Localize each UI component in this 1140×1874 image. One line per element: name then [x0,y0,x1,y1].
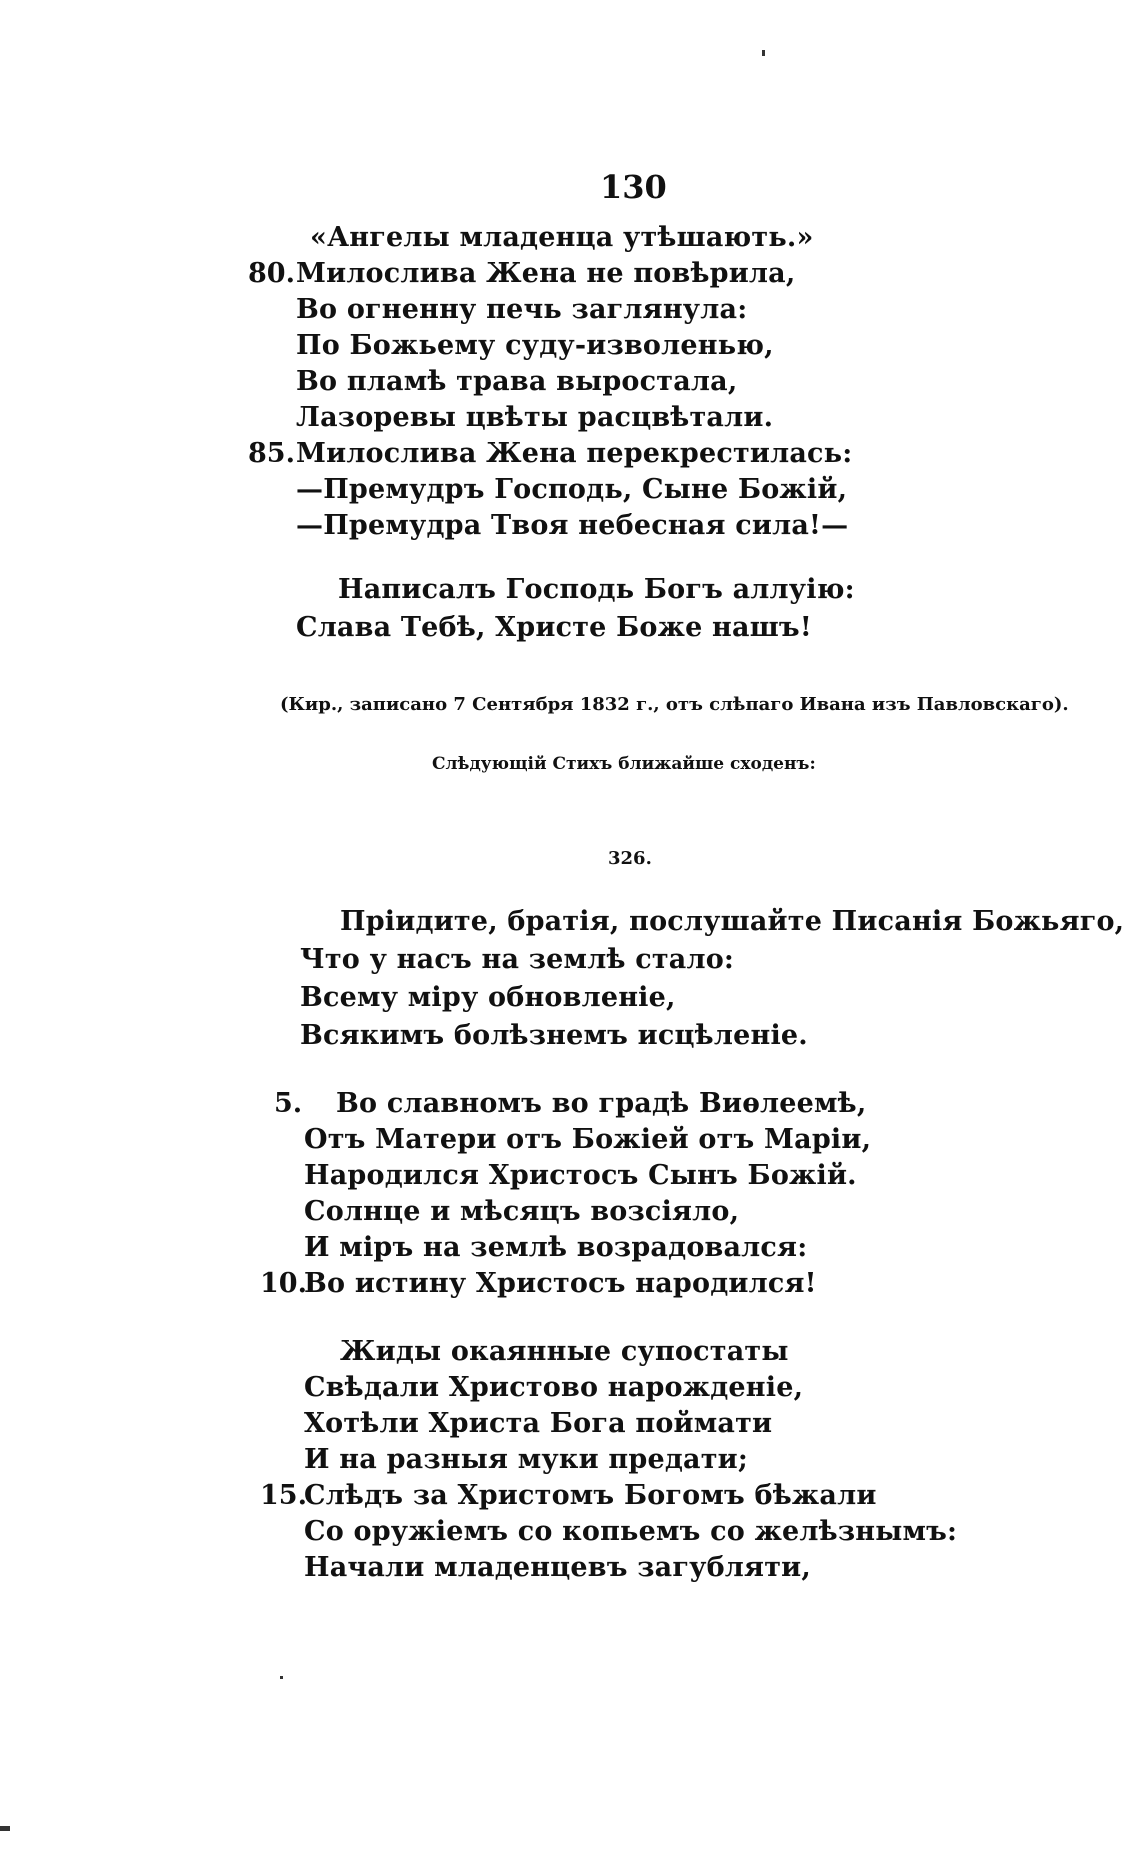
verse-line: Свѣдали Христово нарожденіе, [304,1372,804,1403]
line-number: 85. [248,438,295,469]
scan-speck [762,50,765,56]
verse-line: Во пламѣ трава выростала, [296,366,738,397]
verse-line: Во огненну печь заглянула: [296,294,748,325]
line-number: 80. [248,258,295,289]
line-number: 10. [260,1268,307,1299]
verse-line: Слѣдъ за Христомъ Богомъ бѣжали [304,1480,877,1511]
verse-number: 326. [608,848,652,869]
verse-line: Отъ Матери отъ Божіей отъ Маріи, [304,1124,872,1155]
verse-line: И міръ на землѣ возрадовался: [304,1232,808,1263]
verse-line: Всему міру обновленіе, [300,982,676,1013]
verse-line: Что у насъ на землѣ стало: [300,944,735,975]
verse-line: «Ангелы младенца утѣшають.» [310,222,814,253]
verse-line: Милослива Жена не повѣрила, [296,258,796,289]
verse-line: Лазоревы цвѣты расцвѣтали. [296,402,774,433]
verse-line: Начали младенцевъ загубляти, [304,1552,811,1583]
page-number: 130 [600,168,667,206]
scan-speck [280,1676,283,1679]
verse-line: —Премудръ Господь, Сыне Божій, [296,474,848,505]
verse-line: Со оружіемъ со копьемъ со желѣзнымъ: [304,1516,958,1547]
verse-line: И на разныя муки предати; [304,1444,749,1475]
verse-line: По Божьему суду-изволенью, [296,330,774,361]
scan-speck [0,1826,10,1831]
similar-verse-heading: Слѣдующій Стихъ ближайше сходенъ: [432,754,816,774]
verse-line: Народился Христосъ Сынъ Божій. [304,1160,857,1191]
verse-line: Во истину Христосъ народился! [304,1268,817,1299]
line-number: 15. [260,1480,307,1511]
verse-line: Хотѣли Христа Бога поймати [304,1408,773,1439]
verse-line: Солнце и мѣсяцъ возсіяло, [304,1196,740,1227]
verse-line: Милослива Жена перекрестилась: [296,438,853,469]
line-number: 5. [274,1088,303,1119]
verse-line: Во славномъ во градѣ Виѳлеемѣ, [336,1088,867,1119]
source-note: (Кир., записано 7 Сентября 1832 г., отъ слѣпаго Ивана изъ Павловскаго). [280,694,1069,715]
verse-line: Пріидите, братія, послушайте Писанія Божьяго, [340,906,1125,937]
verse-line: —Премудра Твоя небесная сила!— [296,510,849,541]
verse-line: Всякимъ болѣзнемъ исцѣленіе. [300,1020,808,1051]
verse-line: Слава Тебѣ, Христе Боже нашъ! [296,612,812,643]
verse-line: Написалъ Господь Богъ аллуію: [338,574,855,605]
verse-line: Жиды окаянные супостаты [340,1336,789,1367]
